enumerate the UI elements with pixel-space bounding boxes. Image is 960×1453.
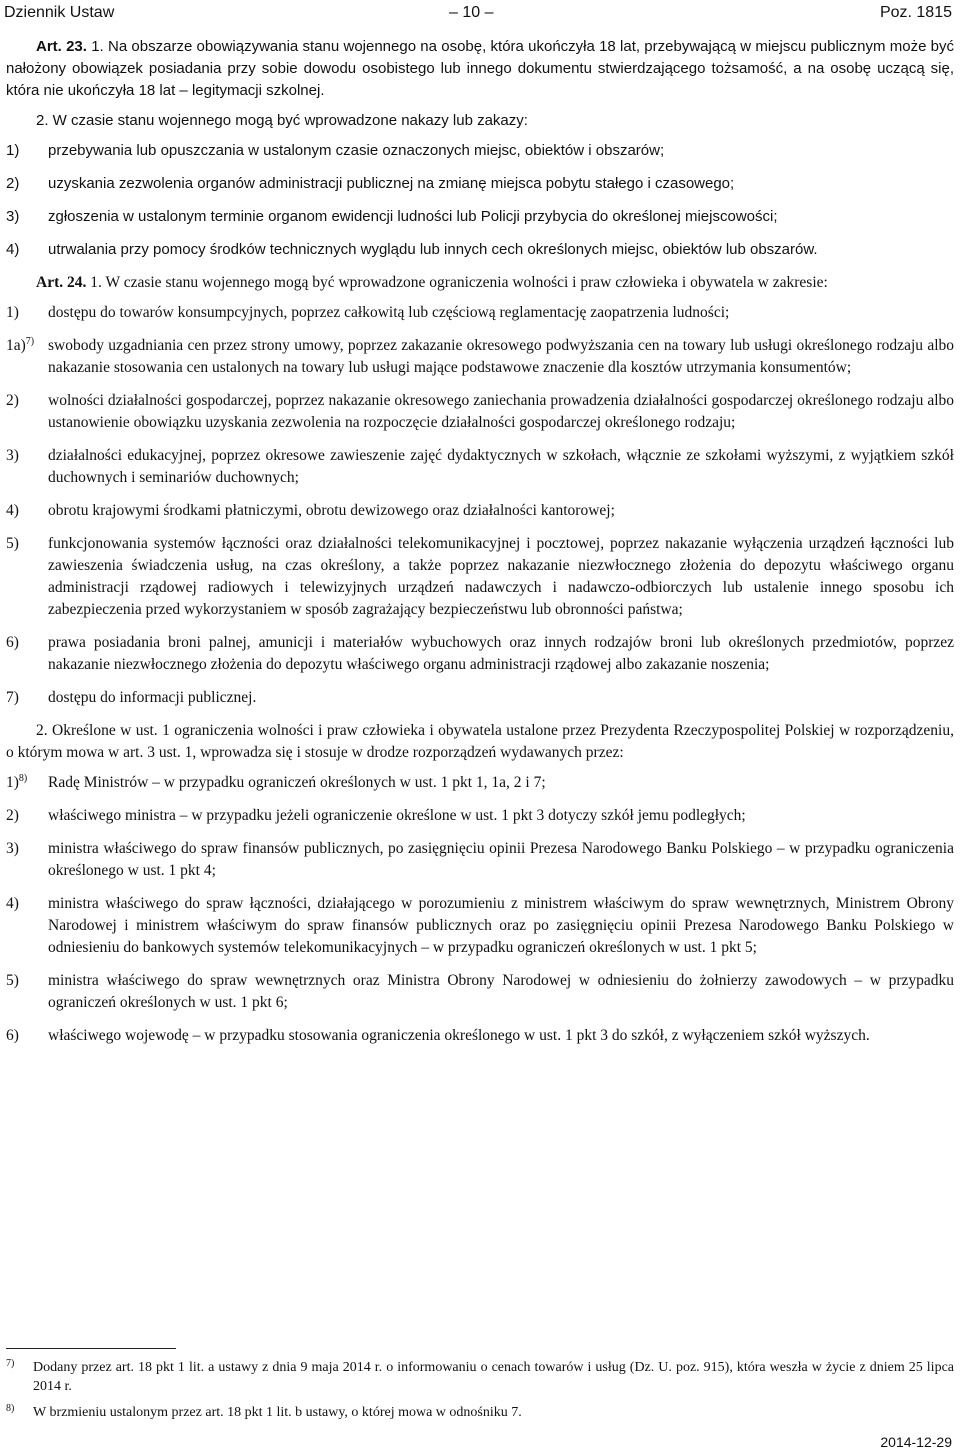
list-item	[6, 772, 954, 794]
list-item	[6, 970, 954, 1014]
position-number: Poz. 1815	[879, 4, 952, 21]
document-body	[6, 36, 954, 1058]
art23-items	[6, 140, 954, 261]
item-number: 1)	[6, 142, 20, 159]
list-item	[6, 500, 954, 522]
list-item	[6, 239, 954, 261]
item-number: 4)	[6, 895, 19, 912]
list-item	[6, 173, 954, 195]
item-number: 1a)$^{7)}$	[6, 335, 35, 354]
item-number: 1)$^{8)}$	[6, 772, 28, 791]
item-number: 2)	[6, 175, 20, 192]
item-number: 1)	[6, 304, 19, 321]
publication-date: 2014-12-29	[880, 1434, 952, 1450]
item-text: właściwego ministra – w przypadku jeżeli ograniczenie określone w ust. 1 pkt 3 dotyczy szkół jemu podległych;	[48, 807, 746, 824]
art23-p1-number: 1.	[91, 38, 104, 55]
item-number: 7)	[6, 689, 19, 706]
item-text: ministra właściwego do spraw finansów publicznych, po zasięgnięciu opinii Prezesa Narodowego Banku Polskiego – w przypadku ograniczenia określonego w ust. 1 pkt 4;	[48, 840, 954, 879]
footnote-text: W brzmieniu ustalonym przez art. 18 pkt 1 lit. b ustawy, o której mowa w odnośniku 7.	[33, 1405, 522, 1420]
item-text: przebywania lub opuszczania w ustalonym czasie oznaczonych miejsc, obiektów i obszarów;	[48, 142, 665, 159]
art24-label: Art. 24.	[36, 274, 87, 291]
art23-label: Art. 23.	[36, 38, 87, 55]
item-text: ministra właściwego do spraw wewnętrznych oraz Ministra Obrony Narodowej w odniesieniu do żołnierzy zawodowych – w przypadku ograniczeń określonych w ust. 1 pkt 6;	[48, 972, 954, 1011]
art23-paragraph-1	[6, 36, 954, 102]
article-24	[6, 272, 954, 1047]
footnote	[6, 1358, 954, 1396]
art23-paragraph-2: 2. W czasie stanu wojennego mogą być wprowadzone nakazy lub zakazy:	[36, 112, 528, 129]
item-text: uzyskania zezwolenia organów administracji publicznej na zmianę miejsca pobytu stałego i czasowego;	[48, 175, 735, 192]
footnote	[6, 1403, 954, 1422]
list-item	[6, 893, 954, 959]
item-text: zgłoszenia w ustalonym terminie organom ewidencji ludności lub Policji przybycia do określonej miejscowości;	[48, 208, 778, 225]
art23-p1-text: Na obszarze obowiązywania stanu wojennego na osobę, która ukończyła 18 lat, przebywającą w miejscu publicznym może być nałożony obowiązek posiadania przy sobie dowodu osobistego lub innego dokumentu stwierdzającego tożsamość, a na osobę uczącą się, która nie ukończyła 18 lat – legitymacji szkolnej.	[6, 38, 955, 99]
footnote-text: Dodany przez art. 18 pkt 1 lit. a ustawy z dnia 9 maja 2014 r. o informowaniu o cenach towarów i usług (Dz. U. poz. 915), która weszła w życie z dniem 25 lipca 2014 r.	[33, 1360, 954, 1394]
item-number: 3)	[6, 447, 19, 464]
list-item	[6, 335, 954, 379]
item-number: 3)	[6, 208, 20, 225]
list-item	[6, 1025, 954, 1047]
item-number: 2)	[6, 807, 19, 824]
item-text: swobody uzgadniania cen przez strony umowy, poprzez zakazanie okresowego podwyższania cen na towary lub usługi określonego rodzaju albo nakazanie stosowania cen ustalonych na towary lub usługi mające podstawowe znaczenie dla kosztów utrzymania konsumentów;	[48, 337, 954, 376]
item-text: utrwalania przy pomocy środków technicznych wyglądu lub innych cech określonych miejsc, obiektów lub obszarów.	[48, 241, 818, 258]
item-text: dostępu do towarów konsumpcyjnych, poprzez całkowitą lub częściową reglamentację zaopatrzenia ludności;	[48, 304, 730, 321]
item-text: właściwego wojewodę – w przypadku stosowania ograniczenia określonego w ust. 1 pkt 3 do szkół, z wyłączeniem szkół wyższych.	[48, 1027, 870, 1044]
item-text: Radę Ministrów – w przypadku ograniczeń określonych w ust. 1 pkt 1, 1a, 2 i 7;	[48, 774, 546, 791]
art24-p1-number: 1.	[90, 274, 102, 291]
page-number: – 10 –	[449, 4, 494, 21]
item-number: 4)	[6, 502, 19, 519]
item-text: ministra właściwego do spraw łączności, działającego w porozumieniu z ministrem właściwym do spraw wewnętrznych, Ministrem Obrony Narodowej i ministrem właściwym do spraw finansów publicznych oraz po zasięgnięciu opinii Prezesa Narodowego Banku Polskiego w odniesieniu do bankowych systemów telekomunikacyjnych – w przypadku ograniczeń określonych w ust. 1 pkt 5;	[48, 895, 954, 956]
list-item	[6, 533, 954, 621]
item-text: wolności działalności gospodarczej, poprzez nakazanie okresowego zaniechania prowadzenia działalności gospodarczej określonego rodzaju albo ustanowienie obowiązku uzyskania zezwolenia na rozpoczęcie działalności gospodarczej określonego rodzaju;	[48, 392, 954, 431]
list-item	[6, 632, 954, 676]
item-number: 6)	[6, 634, 19, 651]
article-23	[6, 36, 954, 261]
list-item	[6, 390, 954, 434]
list-item	[6, 140, 954, 162]
journal-name: Dziennik Ustaw	[4, 4, 115, 21]
item-text: prawa posiadania broni palnej, amunicji i materiałów wybuchowych oraz innych rodzajów broni lub określonych przedmiotów, poprzez nakazanie niezwłocznego złożenia do depozytu właściwego organu administracji rządowej albo zakazanie noszenia;	[48, 634, 954, 673]
list-item	[6, 687, 954, 709]
list-item	[6, 206, 954, 228]
footnote-mark: 7)	[6, 1358, 15, 1369]
list-item	[6, 445, 954, 489]
art24-paragraph-1	[6, 272, 954, 294]
item-number: 4)	[6, 241, 20, 258]
footnote-ref: 7)	[25, 335, 35, 347]
item-number: 2)	[6, 392, 19, 409]
item-number: 3)	[6, 840, 19, 857]
item-number: 6)	[6, 1027, 19, 1044]
list-item	[6, 302, 954, 324]
art24-authorities	[6, 772, 954, 1047]
list-item	[6, 838, 954, 882]
item-text: dostępu do informacji publicznej.	[48, 689, 257, 706]
item-number: 5)	[6, 535, 19, 552]
item-text: funkcjonowania systemów łączności oraz działalności telekomunikacyjnej i pocztowej, poprzez nakazanie wyłączenia urządzeń łączności lub zawieszenia świadczenia usług, na czas określony, a także poprzez nakazanie niezwłocznego złożenia do depozytu właściwego organu administracji rządowej radiowych i telewizyjnych urządzeń nadawczych i nadawczo-odbiorczych lub ustalenie innego sposobu ich zabezpieczenia przed wykorzystaniem w sposób zagrażający bezpieczeństwu lub obronności państwa;	[48, 535, 954, 618]
page-header	[4, 2, 952, 22]
item-number: 5)	[6, 972, 19, 989]
footnote-mark: 8)	[6, 1403, 15, 1414]
footnote-ref: 8)	[18, 772, 28, 784]
footnote-separator	[6, 1348, 176, 1349]
art24-p1-text: W czasie stanu wojennego mogą być wprowadzone ograniczenia wolności i praw człowieka i obywatela w zakresie:	[105, 274, 828, 291]
item-text: obrotu krajowymi środkami płatniczymi, obrotu dewizowego oraz działalności kantorowej;	[48, 502, 615, 519]
item-text: działalności edukacyjnej, poprzez okresowe zawieszenie zajęć dydaktycznych w szkołach, włącznie ze szkołami wyższymi, z wyjątkiem szkół duchownych i seminariów duchownych;	[48, 447, 954, 486]
art24-paragraph-2: 2. Określone w ust. 1 ograniczenia wolności i praw człowieka i obywatela ustalone przez Prezydenta Rzeczypospolitej Polskiej w rozporządzeniu, o którym mowa w art. 3 ust. 1, wprowadza się i stosuje w drodze rozporządzeń wydawanych przez:	[6, 722, 954, 761]
art24-items	[6, 302, 954, 709]
list-item	[6, 805, 954, 827]
